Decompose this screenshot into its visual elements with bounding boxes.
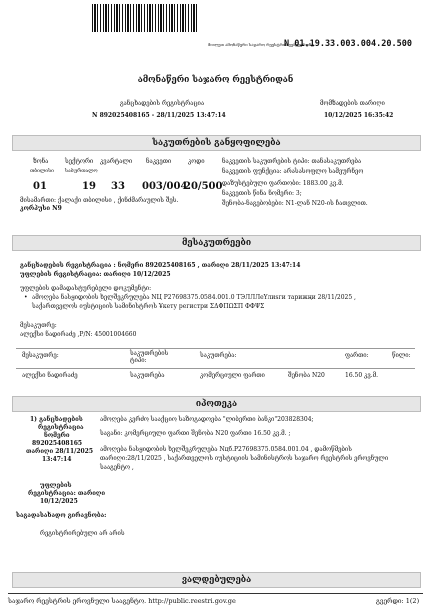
owners-section-title: მესაკუთრეები	[12, 235, 421, 251]
basis-line2: საქართველოს იუსტიციის სამინისტროს Ұкету регистри ΣΔΦΠΩΣΠ ФΦΨΣ	[32, 303, 265, 310]
tax-lien-label: საგადასახადო გირავნობა:	[16, 512, 107, 519]
mort-left-5: თარიღი 28/11/2025	[26, 448, 94, 455]
footer-agency-link[interactable]: საჯარო რეესტრის ეროვნული სააგენტო. http://public.reestri.gov.ge	[8, 597, 236, 605]
mort-right-1: უფლების	[40, 482, 72, 489]
th-share: წილი:	[392, 352, 411, 359]
owner-label: მესაკუთრე:	[20, 322, 57, 329]
owners-table-mid-rule	[16, 368, 415, 369]
sub-tbilisi: თბილისი	[30, 168, 54, 174]
col-plot: ნაკვეთი	[146, 158, 172, 165]
prepared-label: მომზადების თარიღი	[320, 100, 385, 107]
row-building: შენობა N20	[288, 372, 325, 379]
row-owner: ალექსი ნადირაძე	[22, 372, 78, 379]
mort-line4: თარიღი:28/11/2025 , საქართველოს იუსტიციის სამინისტროს საჯარო რეესტრის ეროვნული	[100, 455, 389, 462]
plot-value: 003/004	[142, 181, 188, 192]
barcode-image	[92, 4, 198, 32]
mort-line1: ამოღება კერძო სააქციო საზოგადოება "ლიბერთი ბანკი"203828304;	[100, 416, 314, 423]
mort-right-2: რეგისტრაცია: თარიღი	[28, 490, 106, 497]
row-area: 16.50 კვ.მ.	[345, 372, 379, 379]
col-sector: სექტორი	[65, 158, 94, 165]
zone-value: 01	[33, 181, 47, 192]
th-property: საკუთრება:	[200, 352, 237, 359]
owners-table-top-rule	[16, 348, 415, 349]
address-line2: კორპუსი N9	[20, 205, 62, 212]
row-property: კომერციული ფართი	[200, 372, 265, 379]
code-value: 20/500	[184, 181, 223, 192]
land-purpose: ნაკვეთის ფუნქცია: არასასოფლო სამეურნეო	[222, 168, 364, 175]
col-zone: ზონა	[33, 158, 49, 165]
row-ownership-type: საკუთრება	[130, 372, 165, 379]
th-owner: მესაკუთრე:	[22, 352, 59, 359]
basis-label: უფლების დამადასტურებელი დოკუმენტი:	[20, 285, 152, 292]
land-ownership-type: ნაკვეთის საკუთრების ტიპი: თანასაკუთრება	[222, 158, 362, 165]
tax-lien-value: რეგისტრირებული არ არის	[40, 530, 125, 537]
mort-left-4: 892025408165	[32, 440, 83, 447]
mort-left-3: ნომერი	[44, 432, 70, 439]
owner-reg-date: უფლების რეგისტრაცია: თარიღი 10/12/2025	[20, 271, 171, 278]
mortgage-section-title: იპოთეკა	[12, 396, 421, 412]
debts-section-title: ვალდებულება	[12, 572, 421, 588]
building-note: შენობა-ნაგებობები: N1-ლან N20-ის ჩათვლით.	[222, 200, 368, 207]
mort-left-6: 13:47:14	[42, 456, 72, 463]
mort-right-3: 10/12/2025	[40, 498, 78, 505]
mort-left-2: რეგისტრაცია	[38, 424, 84, 431]
page-number: გვერდი: 1(2)	[376, 597, 420, 605]
registration-value: N 892025408165 - 28/11/2025 13:47:14	[92, 112, 226, 119]
mort-line3: ამოღება ნასყიდობის ხელშეკრულება Nцб.P27698375.0584.001.04 , დამოწმების	[100, 446, 352, 453]
address-label: მისამართი: ქალაქი თბილისი , ქინძმარაულის შეს.	[20, 197, 179, 204]
mort-line2: საგანი: კომერციული ფართი შენობა N20 ფართი 16.50 კვ.მ. ;	[100, 430, 291, 437]
col-quarter: კვარტალი	[100, 158, 133, 165]
sub-saburtalo: საბურთალო	[65, 168, 98, 174]
owner-value: ალექსი ნადირაძე ,P/N: 45001004660	[20, 331, 137, 338]
col-code: კოდი	[188, 158, 205, 165]
quarter-value: 33	[111, 181, 125, 192]
mort-line5: სააგენტო ,	[100, 464, 134, 471]
footer-rule	[8, 593, 423, 594]
declared-area: დაზუსტებული ფართობი: 1883.00 კვ.მ.	[222, 180, 344, 187]
property-section-title: საკუთრების განყოფილება	[12, 135, 421, 151]
previous-number: ნაკვეთის წინა ნომერი: 3;	[222, 190, 302, 197]
document-code: N 01.19.33.003.004.20.500	[284, 39, 412, 49]
registration-label: განცხადების რეგისტრაცია	[120, 100, 205, 107]
basis-line1: ამოღება ნასყიდობის ხელშეკრულება NЦ P27698375.0584.001.0 ТЭЛЛЛеҮлиѕги тарижңи 28/11/2025 ,	[32, 294, 356, 301]
prepared-value: 10/12/2025 16:35:42	[324, 112, 394, 119]
sector-value: 19	[82, 181, 96, 192]
th-ownership-type: საკუთრების ტიპი:	[130, 350, 169, 364]
mort-left-1: 1) განცხადების	[30, 416, 83, 423]
header-caption: მიიღეთ ამონაწერი საჯარო რეესტრის ვებგვერდზე	[208, 42, 314, 47]
th-area: ფართი:	[345, 352, 369, 359]
page-title: ამონაწერი საჯარო რეესტრიდან	[137, 75, 294, 85]
owner-reg-line: განცხადების რეგისტრაცია : ნომერი 892025408165 , თარიღი 28/11/2025 13:47:14	[20, 262, 301, 269]
bullet-dot: •	[24, 294, 28, 301]
